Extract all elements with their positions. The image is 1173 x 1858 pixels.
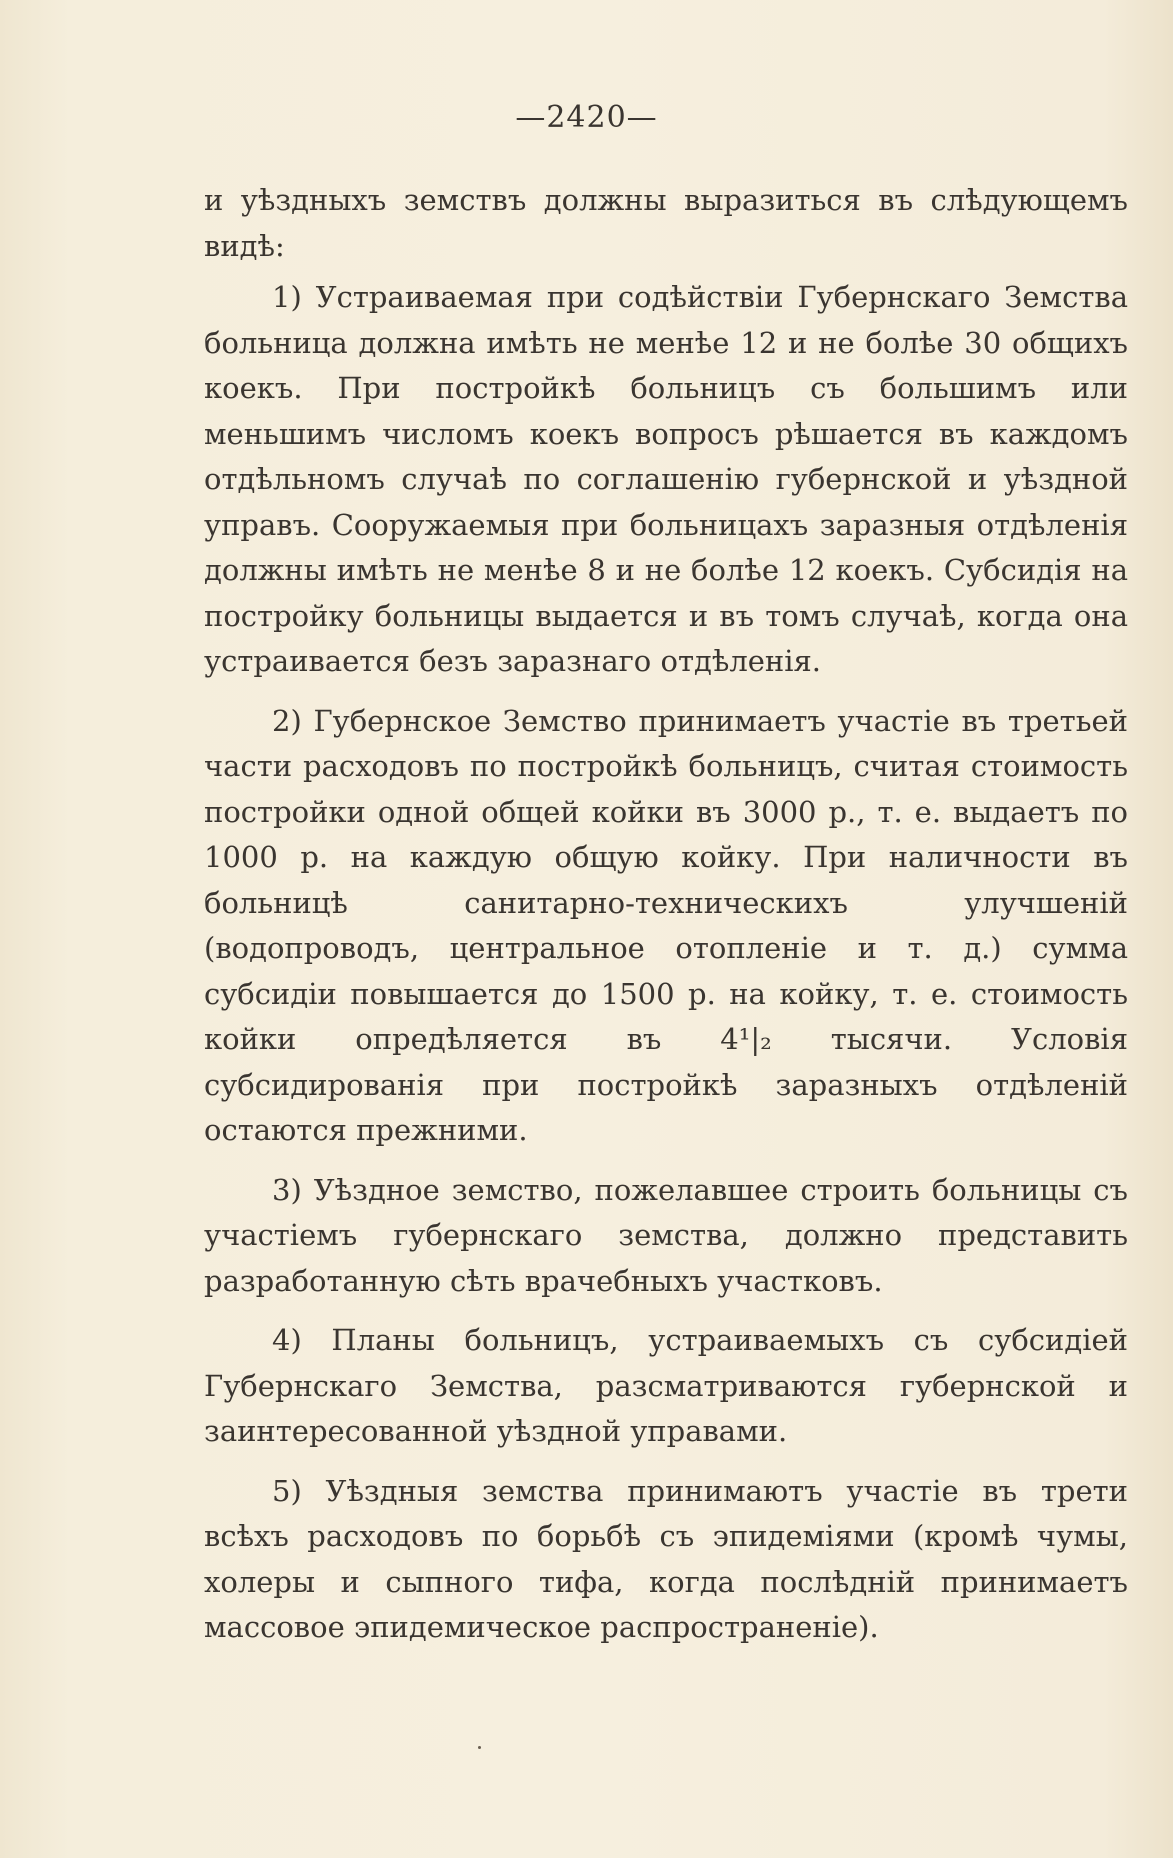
paragraph-item-1: 1) Устраиваемая при содѣйствіи Губернскаго Земства больница должна имѣть не менѣе 12 и не болѣе 30 общихъ коекъ. При постройкѣ больницъ съ большимъ или меньшимъ числомъ коекъ вопросъ рѣшается въ каждомъ отдѣльномъ случаѣ по соглашенію губернской и уѣздной управъ. Сооружаемыя при больницахъ заразныя отдѣленія должны имѣть не менѣе 8 и не болѣе 12 коекъ. Субсидія на постройку больницы выдается и въ томъ случаѣ, когда она устраивается безъ заразнаго отдѣленія.	[204, 280, 1128, 678]
paragraph-item-4: 4) Планы больницъ, устраиваемыхъ съ субсидіей Губернскаго Земства, разсматриваются губернской и заинтересованной уѣздной управами.	[204, 1323, 1128, 1448]
paragraph-item-2: 2) Губернское Земство принимаетъ участіе въ третьей части расходовъ по постройкѣ больницъ, считая стоимость постройки одной общей койки въ 3000 р., т. е. выдаетъ по 1000 р. на каждую общую койку. При наличности въ больницѣ санитарно-техническихъ улучшеній (водопроводъ, центральное отопленіе и т. д.) сумма субсидіи повышается до 1500 р. на койку, т. е. стоимость койки опредѣляется въ 4¹|₂ тысячи. Условія субсидированія при постройкѣ заразныхъ отдѣленій остаются прежними.	[204, 703, 1128, 1147]
body-text	[204, 178, 1128, 1665]
paragraph-item-5: 5) Уѣздныя земства принимаютъ участіе въ трети всѣхъ расходовъ по борьбѣ съ эпидеміями (кромѣ чумы, холеры и сыпного тифа, когда послѣдній принимаетъ массовое эпидемическое распространеніе).	[204, 1473, 1128, 1644]
paper-speck	[478, 1746, 481, 1749]
page-number: —2420—	[515, 100, 658, 135]
paragraph-continuation: и уѣздныхъ земствъ должны выразиться въ слѣдующемъ видѣ:	[204, 183, 1128, 263]
paragraph-item-3: 3) Уѣздное земство, пожелавшее строить больницы съ участіемъ губернскаго земства, должно представить разработанную сѣть врачебныхъ участковъ.	[204, 1172, 1128, 1298]
